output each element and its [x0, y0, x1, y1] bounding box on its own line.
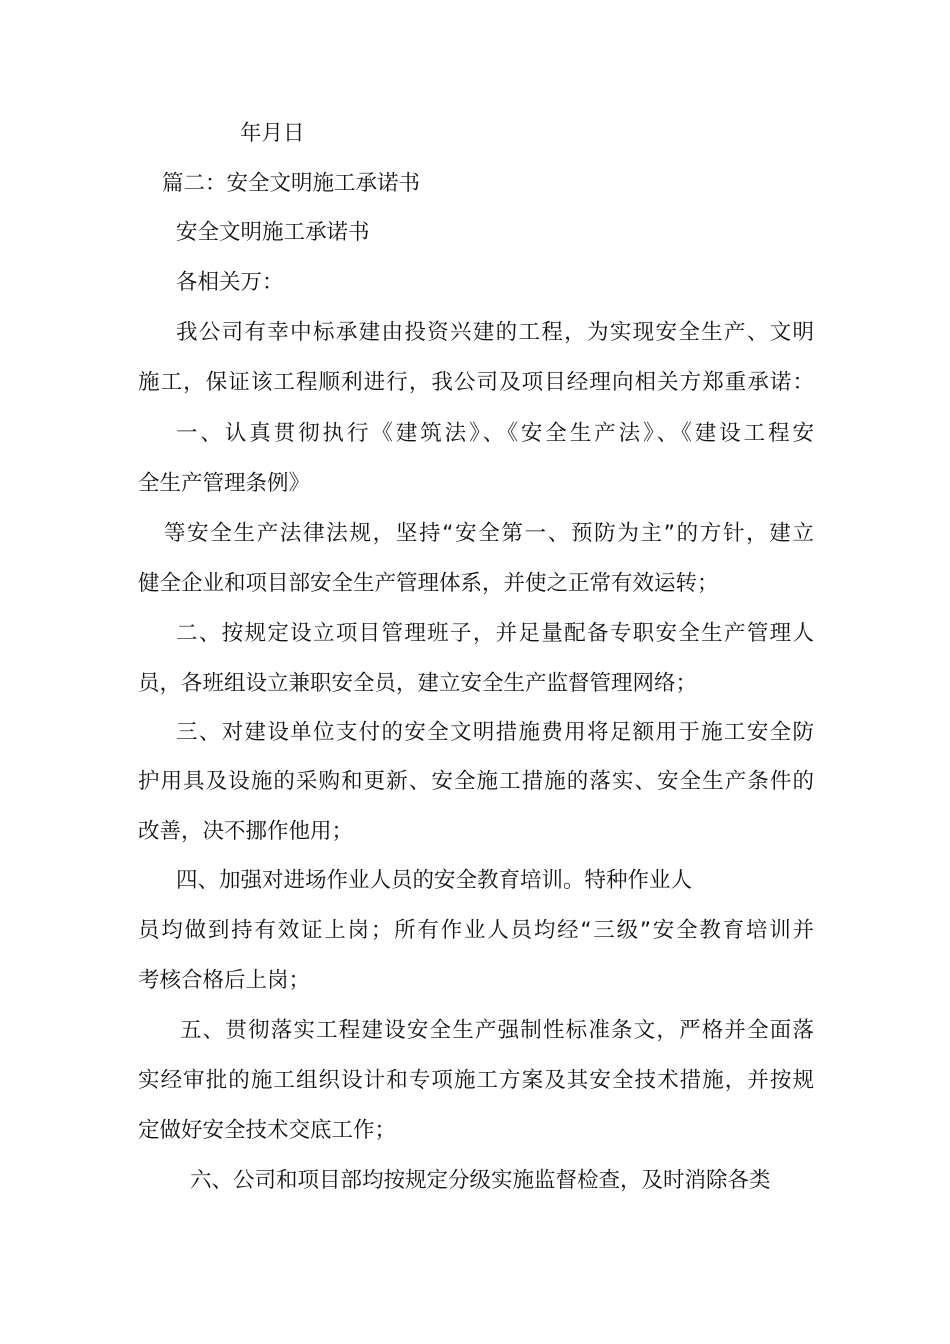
salutation: 各相关万： [176, 270, 284, 295]
body-line: 员均做到持有效证上岗；所有作业人员均经“三级”安全教育培训并 [138, 918, 814, 943]
date-line: 年月日 [240, 121, 305, 146]
body-line: 改善，决不挪作他用； [138, 819, 354, 844]
body-line: 我公司有幸中标承建由投资兴建的工程，为实现安全生产、文明 [176, 320, 814, 345]
body-line: 二、按规定设立项目管理班子，并足量配备专职安全生产管理人 [176, 621, 814, 646]
body-line: 护用具及设施的采购和更新、安全施工措施的落实、安全生产条件的 [138, 769, 814, 794]
body-line: 五、贯彻落实工程建设安全生产强制性标准条文，严格并全面落 [180, 1018, 814, 1043]
body-line: 施工，保证该工程顺利进行，我公司及项目经理向相关方郑重承诺： [138, 370, 814, 395]
section-heading: 篇二：安全文明施工承诺书 [162, 171, 421, 196]
body-line: 等安全生产法律法规，坚持“安全第一、预防为主”的方针，建立 [164, 521, 814, 546]
body-line: 实经审批的施工组织设计和专项施工方案及其安全技术措施，并按规 [138, 1068, 814, 1093]
body-line: 四、加强对进场作业人员的安全教育培训。特种作业人 [176, 868, 693, 893]
body-line: 考核合格后上岗； [138, 968, 311, 993]
document-title: 安全文明施工承诺书 [176, 220, 370, 245]
body-line: 三、对建设单位支付的安全文明措施费用将足额用于施工安全防 [176, 720, 814, 745]
body-line: 健全企业和项目部安全生产管理体系，并使之正常有效运转； [138, 571, 719, 596]
body-line: 员，各班组设立兼职安全员，建立安全生产监督管理网络； [138, 671, 698, 696]
body-line: 定做好安全技术交底工作； [138, 1118, 397, 1143]
body-line: 一、认真贯彻执行《建筑法》、《安全生产法》、《建设工程安 [176, 421, 814, 446]
body-line: 全生产管理条例》 [138, 471, 311, 496]
body-line: 六、公司和项目部均按规定分级实施监督检查，及时消除各类 [190, 1168, 771, 1193]
